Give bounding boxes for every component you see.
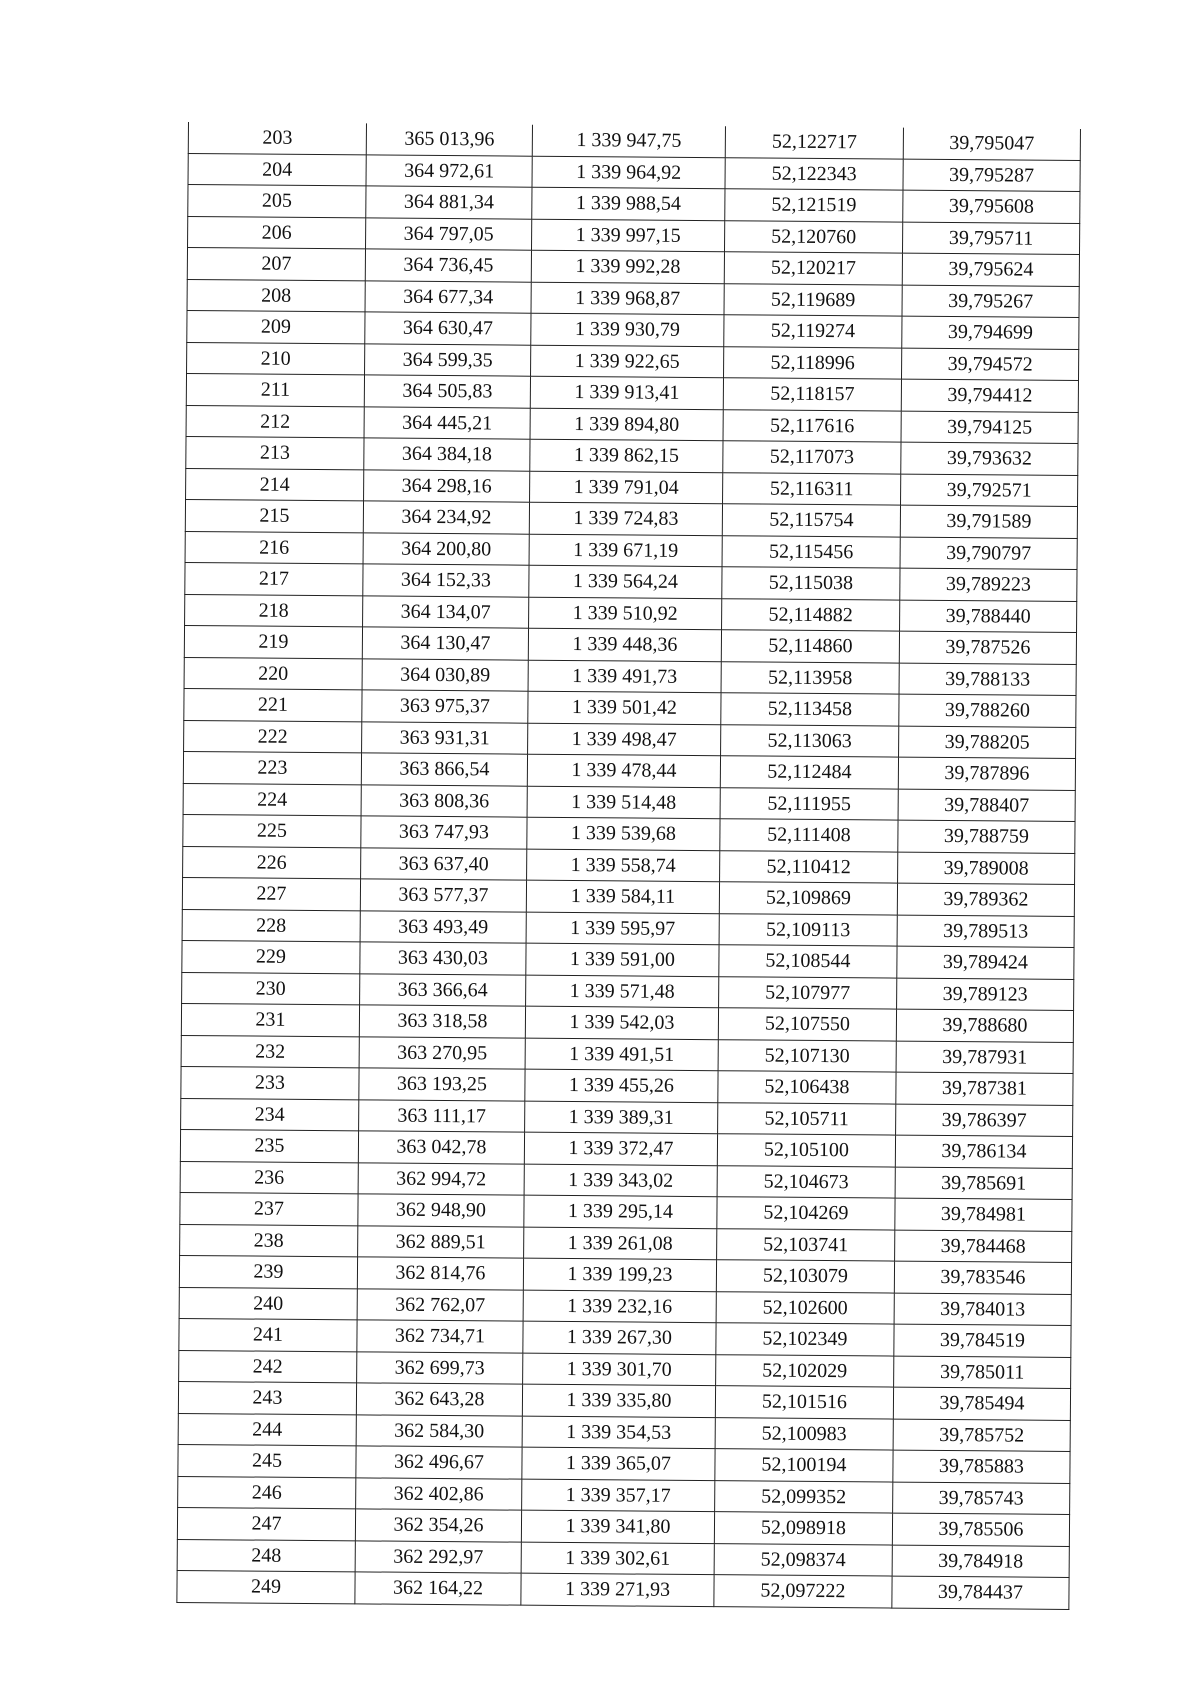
y-coordinate-cell: 1 339 539,68 — [527, 817, 720, 850]
y-coordinate-cell: 1 339 997,15 — [532, 219, 725, 252]
longitude-cell: 39,795608 — [903, 190, 1080, 223]
longitude-cell: 39,787931 — [896, 1041, 1073, 1074]
point-number-cell: 237 — [180, 1192, 358, 1225]
y-coordinate-cell: 1 339 372,47 — [524, 1132, 717, 1165]
y-coordinate-cell: 1 339 267,30 — [523, 1321, 716, 1354]
latitude-cell: 52,119689 — [724, 283, 902, 316]
longitude-cell: 39,787896 — [898, 757, 1075, 790]
y-coordinate-cell: 1 339 510,92 — [529, 597, 722, 630]
latitude-cell: 52,115754 — [722, 504, 900, 537]
longitude-cell: 39,784468 — [895, 1230, 1072, 1263]
point-number-cell: 203 — [188, 122, 366, 154]
x-coordinate-cell: 364 972,61 — [366, 154, 532, 187]
longitude-cell: 39,785011 — [894, 1356, 1071, 1389]
point-number-cell: 226 — [183, 846, 361, 879]
latitude-cell: 52,120217 — [724, 252, 902, 285]
point-number-cell: 215 — [185, 499, 363, 532]
point-number-cell: 216 — [185, 531, 363, 564]
point-number-cell: 242 — [179, 1350, 357, 1383]
latitude-cell: 52,117073 — [723, 441, 901, 474]
longitude-cell: 39,785691 — [895, 1167, 1072, 1200]
y-coordinate-cell: 1 339 894,80 — [530, 408, 723, 441]
longitude-cell: 39,785506 — [892, 1513, 1069, 1546]
point-number-cell: 228 — [182, 909, 360, 942]
y-coordinate-cell: 1 339 542,03 — [525, 1006, 718, 1039]
x-coordinate-cell: 363 493,49 — [360, 910, 526, 943]
x-coordinate-cell: 362 699,73 — [357, 1351, 523, 1384]
latitude-cell: 52,119274 — [724, 315, 902, 348]
longitude-cell: 39,785883 — [893, 1450, 1070, 1483]
point-number-cell: 249 — [177, 1570, 355, 1603]
x-coordinate-cell: 363 747,93 — [361, 816, 527, 849]
y-coordinate-cell: 1 339 498,47 — [528, 723, 721, 756]
point-number-cell: 214 — [186, 468, 364, 501]
x-coordinate-cell: 363 808,36 — [361, 784, 527, 817]
point-number-cell: 238 — [180, 1224, 358, 1257]
latitude-cell: 52,097222 — [714, 1575, 892, 1608]
point-number-cell: 239 — [179, 1255, 357, 1288]
x-coordinate-cell: 363 270,95 — [359, 1036, 525, 1069]
x-coordinate-cell: 363 866,54 — [361, 753, 527, 786]
y-coordinate-cell: 1 339 501,42 — [528, 691, 721, 724]
x-coordinate-cell: 363 975,37 — [362, 690, 528, 723]
latitude-cell: 52,109869 — [719, 882, 897, 915]
x-coordinate-cell: 363 193,25 — [359, 1068, 525, 1101]
y-coordinate-cell: 1 339 922,65 — [531, 345, 724, 378]
y-coordinate-cell: 1 339 988,54 — [532, 187, 725, 220]
x-coordinate-cell: 364 298,16 — [364, 469, 530, 502]
x-coordinate-cell: 363 637,40 — [361, 847, 527, 880]
latitude-cell: 52,122717 — [725, 126, 903, 158]
longitude-cell: 39,794125 — [901, 411, 1078, 444]
latitude-cell: 52,100983 — [715, 1417, 893, 1450]
y-coordinate-cell: 1 339 335,80 — [522, 1384, 715, 1417]
x-coordinate-cell: 362 762,07 — [357, 1288, 523, 1321]
latitude-cell: 52,114882 — [722, 598, 900, 631]
longitude-cell: 39,789123 — [897, 978, 1074, 1011]
longitude-cell: 39,792571 — [901, 474, 1078, 507]
x-coordinate-cell: 362 496,67 — [356, 1446, 522, 1479]
x-coordinate-cell: 364 384,18 — [364, 438, 530, 471]
x-coordinate-cell: 364 599,35 — [365, 343, 531, 376]
y-coordinate-cell: 1 339 341,80 — [521, 1510, 714, 1543]
latitude-cell: 52,107130 — [718, 1039, 896, 1072]
x-coordinate-cell: 362 354,26 — [355, 1509, 521, 1542]
y-coordinate-cell: 1 339 357,17 — [522, 1479, 715, 1512]
x-coordinate-cell: 362 402,86 — [356, 1477, 522, 1510]
x-coordinate-cell: 364 200,80 — [363, 532, 529, 565]
point-number-cell: 205 — [188, 185, 366, 218]
point-number-cell: 207 — [187, 248, 365, 281]
x-coordinate-cell: 364 445,21 — [364, 406, 530, 439]
point-number-cell: 247 — [177, 1507, 355, 1540]
longitude-cell: 39,785752 — [893, 1419, 1070, 1452]
y-coordinate-cell: 1 339 968,87 — [531, 282, 724, 315]
longitude-cell: 39,795287 — [903, 159, 1080, 192]
y-coordinate-cell: 1 339 365,07 — [522, 1447, 715, 1480]
point-number-cell: 204 — [188, 153, 366, 186]
x-coordinate-cell: 364 134,07 — [363, 595, 529, 628]
y-coordinate-cell: 1 339 564,24 — [529, 565, 722, 598]
x-coordinate-cell: 362 734,71 — [357, 1320, 523, 1353]
point-number-cell: 236 — [180, 1161, 358, 1194]
longitude-cell: 39,785743 — [893, 1482, 1070, 1515]
longitude-cell: 39,795267 — [902, 285, 1079, 318]
x-coordinate-cell: 362 643,28 — [356, 1383, 522, 1416]
longitude-cell: 39,795047 — [903, 128, 1080, 160]
y-coordinate-cell: 1 339 964,92 — [532, 156, 725, 189]
latitude-cell: 52,098374 — [714, 1543, 892, 1576]
latitude-cell: 52,113063 — [721, 724, 899, 757]
latitude-cell: 52,114860 — [721, 630, 899, 663]
point-number-cell: 243 — [178, 1381, 356, 1414]
x-coordinate-cell: 364 505,83 — [364, 375, 530, 408]
y-coordinate-cell: 1 339 724,83 — [529, 502, 722, 535]
point-number-cell: 206 — [188, 216, 366, 249]
point-number-cell: 217 — [185, 562, 363, 595]
y-coordinate-cell: 1 339 930,79 — [531, 313, 724, 346]
x-coordinate-cell: 364 797,05 — [366, 217, 532, 250]
latitude-cell: 52,107977 — [719, 976, 897, 1009]
longitude-cell: 39,788407 — [898, 789, 1075, 822]
latitude-cell: 52,111955 — [720, 787, 898, 820]
longitude-cell: 39,789008 — [898, 852, 1075, 885]
point-number-cell: 234 — [181, 1098, 359, 1131]
latitude-cell: 52,102349 — [716, 1323, 894, 1356]
longitude-cell: 39,788759 — [898, 820, 1075, 853]
longitude-cell: 39,794412 — [901, 379, 1078, 412]
longitude-cell: 39,784519 — [894, 1324, 1071, 1357]
latitude-cell: 52,106438 — [718, 1071, 896, 1104]
y-coordinate-cell: 1 339 354,53 — [522, 1416, 715, 1449]
point-number-cell: 223 — [183, 751, 361, 784]
point-number-cell: 222 — [184, 720, 362, 753]
longitude-cell: 39,790797 — [900, 537, 1077, 570]
longitude-cell: 39,793632 — [901, 442, 1078, 475]
x-coordinate-cell: 364 130,47 — [362, 627, 528, 660]
x-coordinate-cell: 363 366,64 — [360, 973, 526, 1006]
y-coordinate-cell: 1 339 301,70 — [523, 1353, 716, 1386]
coordinates-table — [176, 122, 1081, 1609]
latitude-cell: 52,115038 — [722, 567, 900, 600]
longitude-cell: 39,789223 — [900, 568, 1077, 601]
longitude-cell: 39,789424 — [897, 946, 1074, 979]
longitude-cell: 39,794699 — [902, 316, 1079, 349]
y-coordinate-cell: 1 339 491,73 — [528, 660, 721, 693]
x-coordinate-cell: 363 111,17 — [359, 1099, 525, 1132]
point-number-cell: 210 — [187, 342, 365, 375]
latitude-cell: 52,100194 — [715, 1449, 893, 1482]
latitude-cell: 52,118996 — [724, 346, 902, 379]
latitude-cell: 52,103079 — [716, 1260, 894, 1293]
point-number-cell: 221 — [184, 688, 362, 721]
latitude-cell: 52,111408 — [720, 819, 898, 852]
point-number-cell: 229 — [182, 940, 360, 973]
latitude-cell: 52,118157 — [723, 378, 901, 411]
latitude-cell: 52,108544 — [719, 945, 897, 978]
x-coordinate-cell: 362 814,76 — [357, 1257, 523, 1290]
longitude-cell: 39,786134 — [895, 1135, 1072, 1168]
latitude-cell: 52,113958 — [721, 661, 899, 694]
y-coordinate-cell: 1 339 478,44 — [527, 754, 720, 787]
y-coordinate-cell: 1 339 862,15 — [530, 439, 723, 472]
y-coordinate-cell: 1 339 302,61 — [521, 1542, 714, 1575]
x-coordinate-cell: 362 994,72 — [358, 1162, 524, 1195]
x-coordinate-cell: 362 292,97 — [355, 1540, 521, 1573]
point-number-cell: 225 — [183, 814, 361, 847]
point-number-cell: 212 — [186, 405, 364, 438]
latitude-cell: 52,101516 — [715, 1386, 893, 1419]
y-coordinate-cell: 1 339 671,19 — [529, 534, 722, 567]
longitude-cell: 39,791589 — [900, 505, 1077, 538]
longitude-cell: 39,787526 — [899, 631, 1076, 664]
x-coordinate-cell: 363 931,31 — [362, 721, 528, 754]
longitude-cell: 39,784437 — [892, 1576, 1069, 1609]
point-number-cell: 231 — [181, 1003, 359, 1036]
x-coordinate-cell: 363 318,58 — [359, 1005, 525, 1038]
longitude-cell: 39,784013 — [894, 1293, 1071, 1326]
longitude-cell: 39,784918 — [892, 1545, 1069, 1578]
y-coordinate-cell: 1 339 558,74 — [527, 849, 720, 882]
point-number-cell: 233 — [181, 1066, 359, 1099]
point-number-cell: 218 — [185, 594, 363, 627]
latitude-cell: 52,109113 — [719, 913, 897, 946]
y-coordinate-cell: 1 339 491,51 — [525, 1038, 718, 1071]
point-number-cell: 220 — [184, 657, 362, 690]
x-coordinate-cell: 362 164,22 — [355, 1572, 521, 1605]
latitude-cell: 52,117616 — [723, 409, 901, 442]
point-number-cell: 240 — [179, 1287, 357, 1320]
y-coordinate-cell: 1 339 947,75 — [532, 125, 725, 158]
y-coordinate-cell: 1 339 791,04 — [530, 471, 723, 504]
y-coordinate-cell: 1 339 455,26 — [525, 1069, 718, 1102]
point-number-cell: 213 — [186, 436, 364, 469]
longitude-cell: 39,795711 — [902, 222, 1079, 255]
y-coordinate-cell: 1 339 595,97 — [526, 912, 719, 945]
latitude-cell: 52,103741 — [717, 1228, 895, 1261]
x-coordinate-cell: 364 234,92 — [363, 501, 529, 534]
longitude-cell: 39,795624 — [902, 253, 1079, 286]
x-coordinate-cell: 364 152,33 — [363, 564, 529, 597]
latitude-cell: 52,115456 — [722, 535, 900, 568]
longitude-cell: 39,788440 — [900, 600, 1077, 633]
point-number-cell: 211 — [186, 373, 364, 406]
longitude-cell: 39,783546 — [894, 1261, 1071, 1294]
latitude-cell: 52,122343 — [725, 157, 903, 190]
x-coordinate-cell: 363 577,37 — [360, 879, 526, 912]
y-coordinate-cell: 1 339 389,31 — [525, 1101, 718, 1134]
longitude-cell: 39,785494 — [893, 1387, 1070, 1420]
latitude-cell: 52,104269 — [717, 1197, 895, 1230]
x-coordinate-cell: 362 948,90 — [358, 1194, 524, 1227]
x-coordinate-cell: 364 030,89 — [362, 658, 528, 691]
point-number-cell: 219 — [184, 625, 362, 658]
x-coordinate-cell: 363 430,03 — [360, 942, 526, 975]
coordinates-table-body — [177, 122, 1081, 1609]
latitude-cell: 52,120760 — [724, 220, 902, 253]
y-coordinate-cell: 1 339 271,93 — [521, 1573, 714, 1606]
y-coordinate-cell: 1 339 913,41 — [530, 376, 723, 409]
longitude-cell: 39,788205 — [899, 726, 1076, 759]
longitude-cell: 39,788680 — [896, 1009, 1073, 1042]
point-number-cell: 246 — [178, 1476, 356, 1509]
y-coordinate-cell: 1 339 448,36 — [528, 628, 721, 661]
longitude-cell: 39,786397 — [896, 1104, 1073, 1137]
latitude-cell: 52,113458 — [721, 693, 899, 726]
latitude-cell: 52,116311 — [723, 472, 901, 505]
x-coordinate-cell: 364 630,47 — [365, 312, 531, 345]
y-coordinate-cell: 1 339 591,00 — [526, 943, 719, 976]
point-number-cell: 241 — [179, 1318, 357, 1351]
y-coordinate-cell: 1 339 514,48 — [527, 786, 720, 819]
latitude-cell: 52,099352 — [715, 1480, 893, 1513]
latitude-cell: 52,121519 — [725, 189, 903, 222]
point-number-cell: 208 — [187, 279, 365, 312]
longitude-cell: 39,787381 — [896, 1072, 1073, 1105]
latitude-cell: 52,105711 — [718, 1102, 896, 1135]
point-number-cell: 230 — [182, 972, 360, 1005]
latitude-cell: 52,104673 — [717, 1165, 895, 1198]
latitude-cell: 52,102029 — [716, 1354, 894, 1387]
latitude-cell: 52,098918 — [714, 1512, 892, 1545]
point-number-cell: 244 — [178, 1413, 356, 1446]
y-coordinate-cell: 1 339 571,48 — [526, 975, 719, 1008]
point-number-cell: 232 — [181, 1035, 359, 1068]
table-row — [177, 1570, 1069, 1609]
x-coordinate-cell: 362 584,30 — [356, 1414, 522, 1447]
x-coordinate-cell: 362 889,51 — [358, 1225, 524, 1258]
latitude-cell: 52,102600 — [716, 1291, 894, 1324]
point-number-cell: 209 — [187, 310, 365, 343]
point-number-cell: 224 — [183, 783, 361, 816]
latitude-cell: 52,110412 — [720, 850, 898, 883]
y-coordinate-cell: 1 339 584,11 — [526, 880, 719, 913]
latitude-cell: 52,107550 — [718, 1008, 896, 1041]
x-coordinate-cell: 364 677,34 — [365, 280, 531, 313]
x-coordinate-cell: 364 736,45 — [365, 249, 531, 282]
latitude-cell: 52,112484 — [720, 756, 898, 789]
longitude-cell: 39,784981 — [895, 1198, 1072, 1231]
longitude-cell: 39,788260 — [899, 694, 1076, 727]
longitude-cell: 39,794572 — [902, 348, 1079, 381]
longitude-cell: 39,788133 — [899, 663, 1076, 696]
x-coordinate-cell: 365 013,96 — [366, 123, 532, 155]
longitude-cell: 39,789513 — [897, 915, 1074, 948]
point-number-cell: 227 — [182, 877, 360, 910]
point-number-cell: 248 — [177, 1539, 355, 1572]
y-coordinate-cell: 1 339 992,28 — [531, 250, 724, 283]
y-coordinate-cell: 1 339 343,02 — [524, 1164, 717, 1197]
y-coordinate-cell: 1 339 199,23 — [523, 1258, 716, 1291]
latitude-cell: 52,105100 — [717, 1134, 895, 1167]
longitude-cell: 39,789362 — [897, 883, 1074, 916]
y-coordinate-cell: 1 339 232,16 — [523, 1290, 716, 1323]
point-number-cell: 235 — [180, 1129, 358, 1162]
point-number-cell: 245 — [178, 1444, 356, 1477]
y-coordinate-cell: 1 339 261,08 — [524, 1227, 717, 1260]
x-coordinate-cell: 364 881,34 — [366, 186, 532, 219]
x-coordinate-cell: 363 042,78 — [358, 1131, 524, 1164]
y-coordinate-cell: 1 339 295,14 — [524, 1195, 717, 1228]
